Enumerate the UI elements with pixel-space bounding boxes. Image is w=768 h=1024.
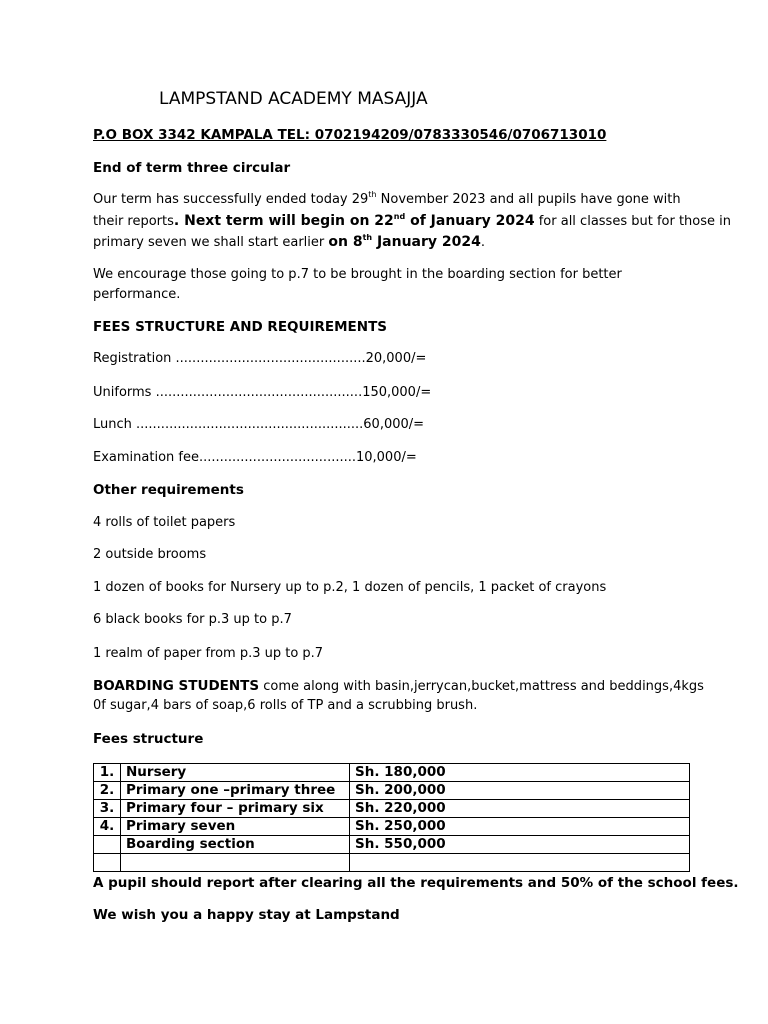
requirement-item: 1 realm of paper from p.3 up to p.7 xyxy=(93,646,324,661)
requirement-item: 4 rolls of toilet papers xyxy=(93,515,236,530)
other-requirements-heading: Other requirements xyxy=(93,482,244,498)
table-row: 1. Nursery Sh. 180,000 xyxy=(94,764,690,782)
table-row: 3. Primary four – primary six Sh. 220,000 xyxy=(94,800,690,818)
paragraph-1-line-2: their reports. Next term will begin on 22nd of January 2024 for all classes but for those in xyxy=(93,212,732,229)
fee-item-examination: Examination fee......................................10,000/= xyxy=(93,450,417,465)
fee-item-uniforms: Uniforms ..................................................150,000/= xyxy=(93,385,432,400)
fees-requirements-heading: FEES STRUCTURE AND REQUIREMENTS xyxy=(93,319,388,335)
school-title: LAMPSTAND ACADEMY MASAJJA xyxy=(159,89,428,109)
table-row: 2. Primary one –primary three Sh. 200,000 xyxy=(94,782,690,800)
paragraph-1-line-3: primary seven we shall start earlier on 8th January 2024. xyxy=(93,233,486,250)
fee-item-lunch: Lunch .......................................................60,000/= xyxy=(93,417,425,432)
paragraph-2-line-1: We encourage those going to p.7 to be brought in the boarding section for better xyxy=(93,267,622,282)
boarding-line-2: 0f sugar,4 bars of soap,6 rolls of TP and a scrubbing brush. xyxy=(93,698,478,713)
contact-line: P.O BOX 3342 KAMPALA TEL: 0702194209/0783330546/0706713010 xyxy=(93,127,607,143)
paragraph-1-line-1: Our term has successfully ended today 29th November 2023 and all pupils have gone with xyxy=(93,190,681,207)
paragraph-2-line-2: performance. xyxy=(93,287,181,302)
circular-heading: End of term three circular xyxy=(93,160,291,176)
requirement-item: 2 outside brooms xyxy=(93,547,207,562)
table-row xyxy=(94,854,690,872)
boarding-line-1: BOARDING STUDENTS come along with basin,jerrycan,bucket,mattress and beddings,4kgs xyxy=(93,678,704,694)
table-row: Boarding section Sh. 550,000 xyxy=(94,836,690,854)
requirement-item: 1 dozen of books for Nursery up to p.2, 1 dozen of pencils, 1 packet of crayons xyxy=(93,580,607,595)
requirement-item: 6 black books for p.3 up to p.7 xyxy=(93,612,292,627)
reporting-note: A pupil should report after clearing all the requirements and 50% of the school fees. xyxy=(93,875,739,891)
table-row: 4. Primary seven Sh. 250,000 xyxy=(94,818,690,836)
fees-structure-table xyxy=(93,763,690,872)
fees-structure-heading: Fees structure xyxy=(93,731,204,747)
closing-line: We wish you a happy stay at Lampstand xyxy=(93,907,400,923)
fee-item-registration: Registration ..............................................20,000/= xyxy=(93,351,427,366)
